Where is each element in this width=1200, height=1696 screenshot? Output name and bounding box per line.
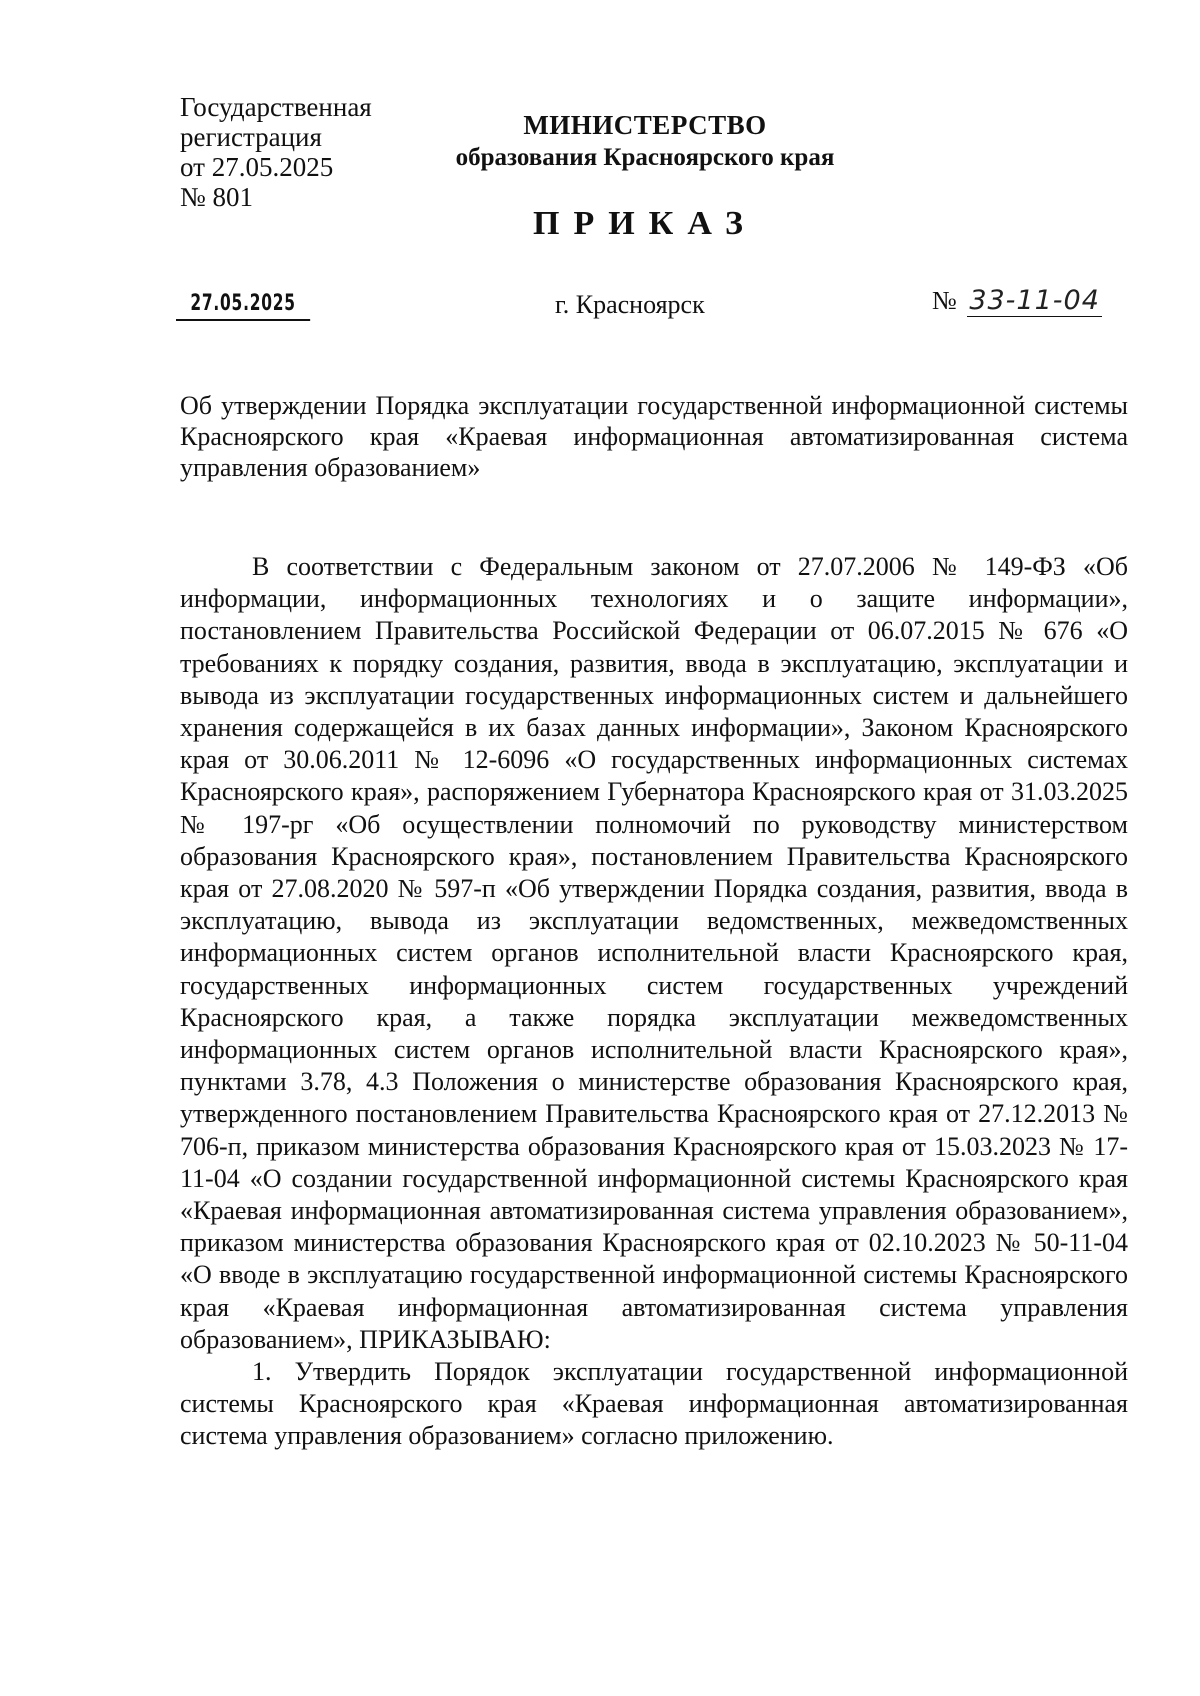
registration-date: от 27.05.2025 <box>180 152 334 182</box>
ministry-subtitle: образования Красноярского края <box>455 144 835 171</box>
ministry-name: МИНИСТЕРСТВО <box>523 110 767 140</box>
order-title: Об утверждении Порядка эксплуатации государственной информационной системы Красноярского края «Краевая информационная автоматизированная система управления образованием» <box>180 391 1128 482</box>
ministry-header <box>420 108 870 174</box>
preamble-paragraph: В соответствии с Федеральным законом от 27.07.2006 № 149-ФЗ «Об информации, информационных технологиях и о защите информации», постановлением Правительства Российской Федерации от 06.07.2015 № 676 «О требованиях к порядку создания, развития, ввода в эксплуатацию, эксплуатации и вывода из эксплуатации государственных информационных систем и дальнейшего хранения содержащейся в их базах данных информации», Законом Красноярского края от 30.06.2011 № 12-6096 «О государственных информационных системах Красноярского края», распоряжением Губернатора Красноярского края от 31.03.2025 № 197-рг «Об осуществлении полномочий по руководству министерством образования Красноярского края», постановлением Правительства Красноярского края от 27.08.2020 № 597-п «Об утверждении Порядка создания, развития, ввода в эксплуатацию, вывода из эксплуатации ведомственных, межведомственных информационных систем органов исполнительной власти Красноярского края, государственных информационных систем государственных учреждений Красноярского края, а также порядка эксплуатации межведомственных информационных систем органов исполнительной власти Красноярского края», пунктами 3.78, 4.3 Положения о министерстве образования Красноярского края, утвержденного постановлением Правительства Красноярского края от 27.12.2013 № 706-п, приказом министерства образования Красноярского края от 15.03.2023 № 17-11-04 «О создании государственной информационной системы Красноярского края «Краевая информационная автоматизированная система управления образованием», приказом министерства образования Красноярского края от 02.10.2023 № 50-11-04 «О вводе в эксплуатацию государственной информационной системы Красноярского края «Краевая информационная автоматизированная система управления образованием», ПРИКАЗЫВАЮ: <box>180 552 1128 1354</box>
order-item-1: 1. Утвердить Порядок эксплуатации государственной информационной системы Красноярского края «Краевая информационная автоматизированная система управления образованием» согласно приложению. <box>180 1357 1128 1451</box>
order-city: г. Красноярск <box>555 290 705 319</box>
document-type: ПРИКАЗ <box>533 205 757 242</box>
order-date: 27.05.2025 <box>176 289 310 321</box>
registration-line-1: Государственная <box>180 92 372 122</box>
order-body <box>180 551 1128 1453</box>
registration-number: № 801 <box>180 182 254 212</box>
order-number-block <box>932 286 1102 317</box>
order-number: 33-11-04 <box>969 285 1100 316</box>
number-sign: № <box>932 286 957 315</box>
registration-line-2: регистрация <box>180 122 322 152</box>
registration-stamp <box>180 92 430 212</box>
